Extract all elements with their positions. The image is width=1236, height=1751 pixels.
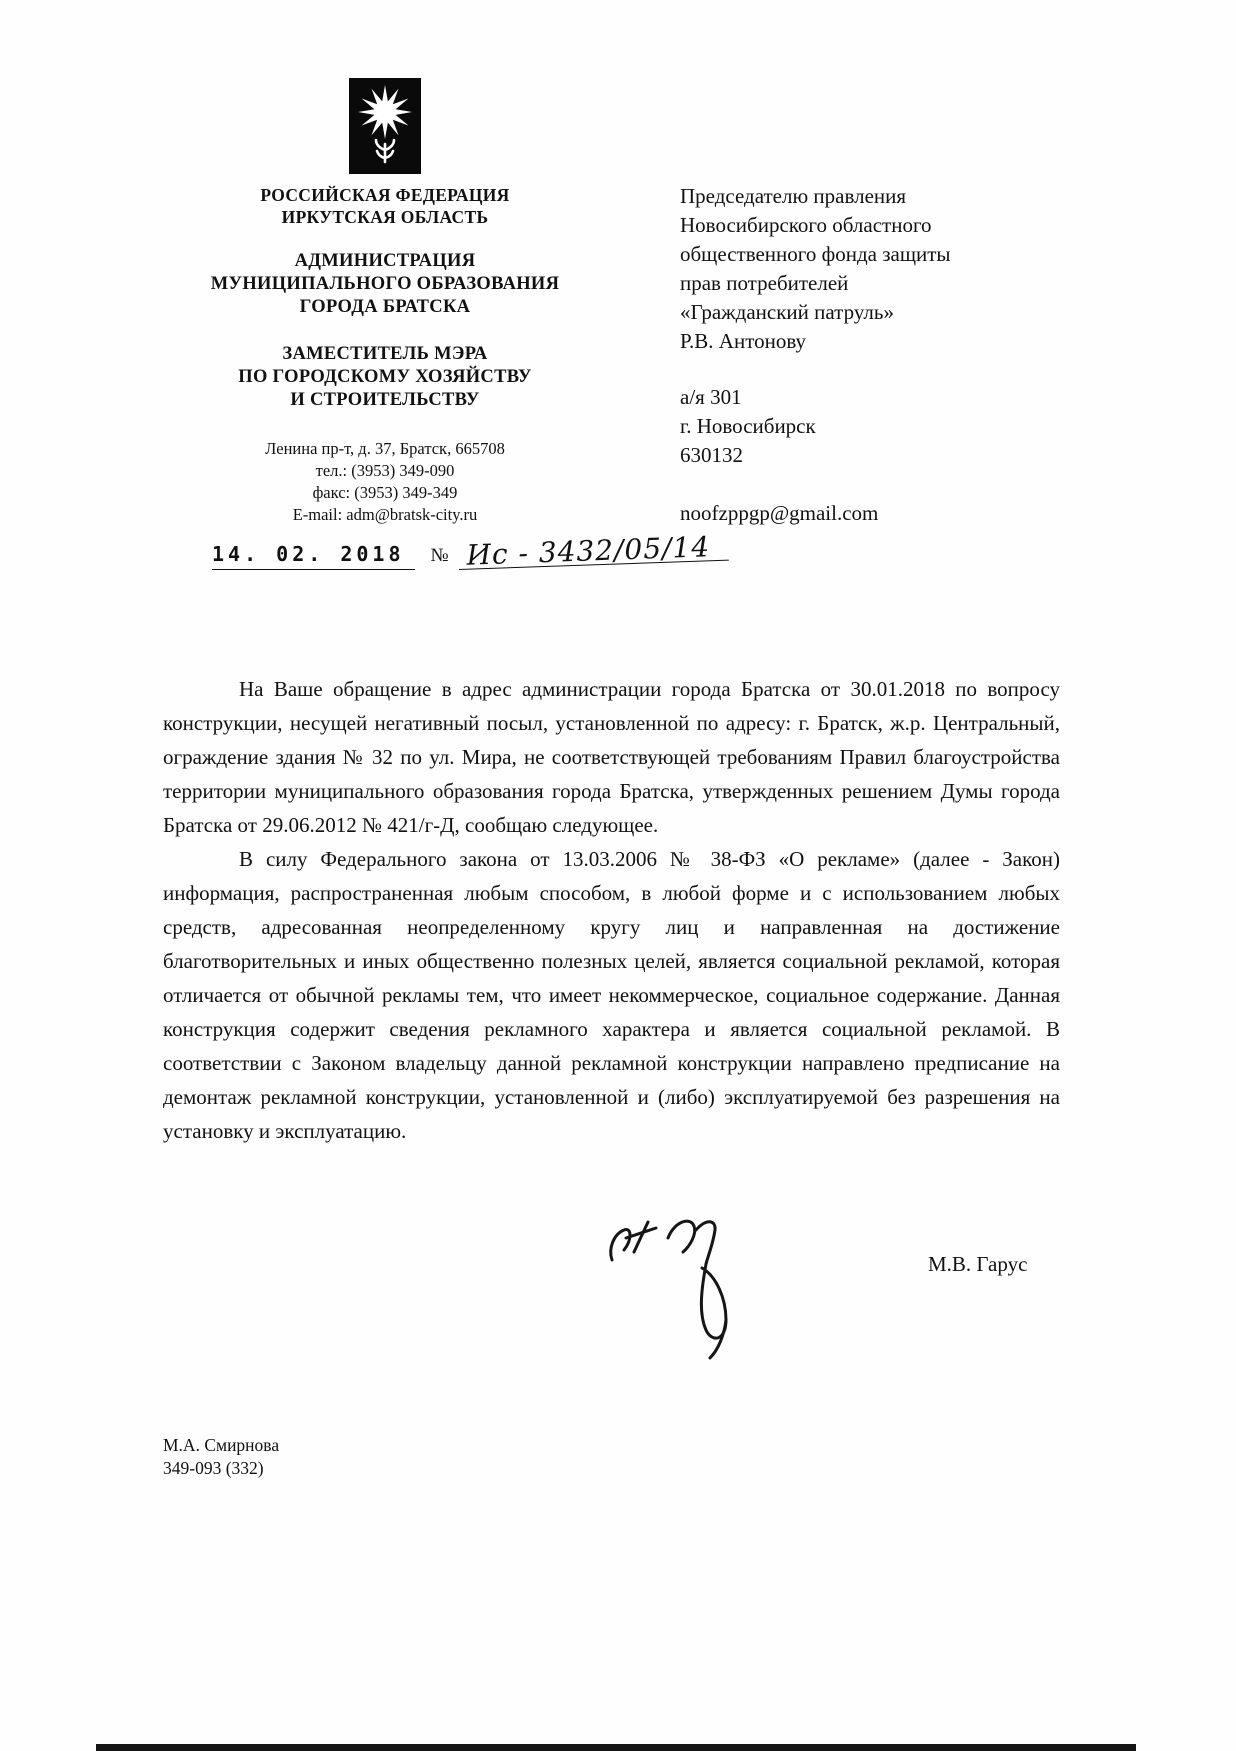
body-paragraph-2: В силу Федерального закона от 13.03.2006 № 38-ФЗ «О рекламе» (далее - Закон) информация, распространенная любым способом, в любой форме и с использованием любых средств, адресованная неопределенному кругу лиц и направленная на достижение благотворительных и иных общественно полезных целей, является социальной рекламой, которая отличается от обычной рекламы тем, что имеет некоммерческое, социальное содержание. Данная конструкция содержит сведения рекламного характера и является социальной рекламой. В соответствии с Законом владельцу данной рекламной конструкции направлено предписание на демонтаж рекламной конструкции, установленной и (либо) эксплуатируемой без разрешения на установку и эксплуатацию. [163, 847, 1060, 1143]
addressee-spacer [680, 470, 1100, 499]
scan-edge-artifact [96, 1744, 1136, 1751]
addressee-po-box: а/я 301 [680, 385, 742, 409]
addressee-line: Новосибирского областного [680, 213, 932, 237]
addressee-postcode: 630132 [680, 443, 743, 467]
bratsk-coat-of-arms-icon [349, 78, 421, 174]
date-number-row [150, 530, 711, 572]
letterhead-address: Ленина пр-т, д. 37, Братск, 665708 [265, 439, 505, 458]
executor-phone: 349-093 (332) [163, 1458, 264, 1478]
addressee-line: общественного фонда защиты [680, 242, 951, 266]
addressee-email: noofzppgp@gmail.com [680, 501, 879, 525]
letterhead-position-line2: ПО ГОРОДСКОМУ ХОЗЯЙСТВУ [238, 367, 532, 387]
number-sign-label: № [430, 545, 449, 566]
letterhead-fax: факс: (3953) 349-349 [312, 483, 458, 502]
addressee-line: Председателю правления [680, 184, 907, 208]
letterhead-spacer [150, 319, 620, 343]
addressee-city: г. Новосибирск [680, 414, 816, 438]
addressee-spacer [680, 356, 1100, 383]
body-paragraph-1: На Ваше обращение в адрес администрации города Братска от 30.01.2018 по вопросу конструкции, несущей негативный посыл, установленной по адресу: г. Братск, ж.р. Центральный, ограждение здания № 32 по ул. Мира, не соответствующей требованиям Правил благоустройства территории муниципального образования города Братска, утвержденных решением Думы города Братска от 29.06.2012 № 421/г-Д, сообщаю следующее. [163, 677, 1060, 837]
letterhead-org-line1: АДМИНИСТРАЦИЯ [294, 251, 476, 271]
letterhead-spacer [150, 228, 620, 250]
letterhead-contacts [150, 438, 620, 526]
addressee-line: прав потребителей [680, 271, 849, 295]
letterhead-position-line1: ЗАМЕСТИТЕЛЬ МЭРА [282, 344, 488, 364]
addressee-line: «Гражданский патруль» [680, 300, 894, 324]
letterhead-phone: тел.: (3953) 349-090 [315, 461, 455, 480]
letterhead-region: ИРКУТСКАЯ ОБЛАСТЬ [281, 207, 489, 227]
letterhead-org-line2: МУНИЦИПАЛЬНОГО ОБРАЗОВАНИЯ [210, 274, 560, 294]
addressee-block [680, 182, 1100, 528]
letterhead-org-line3: ГОРОДА БРАТСКА [299, 297, 471, 317]
addressee-name: Р.В. Антонову [680, 329, 807, 353]
executor-block [163, 1434, 279, 1480]
handwritten-signature [598, 1208, 778, 1368]
signer-name: М.В. Гарус [928, 1252, 1028, 1276]
letterhead-position-line3: И СТРОИТЕЛЬСТВУ [290, 390, 480, 410]
executor-name: М.А. Смирнова [163, 1435, 280, 1455]
letterhead-country: РОССИЙСКАЯ ФЕДЕРАЦИЯ [260, 185, 510, 205]
letter-body [163, 672, 1060, 1148]
date-stamp: 14. 02. 2018 [212, 542, 415, 570]
letterhead-email: E-mail: adm@bratsk-city.ru [292, 505, 478, 524]
outgoing-number-handwritten: Ис - 3432/05/14 [458, 534, 729, 570]
